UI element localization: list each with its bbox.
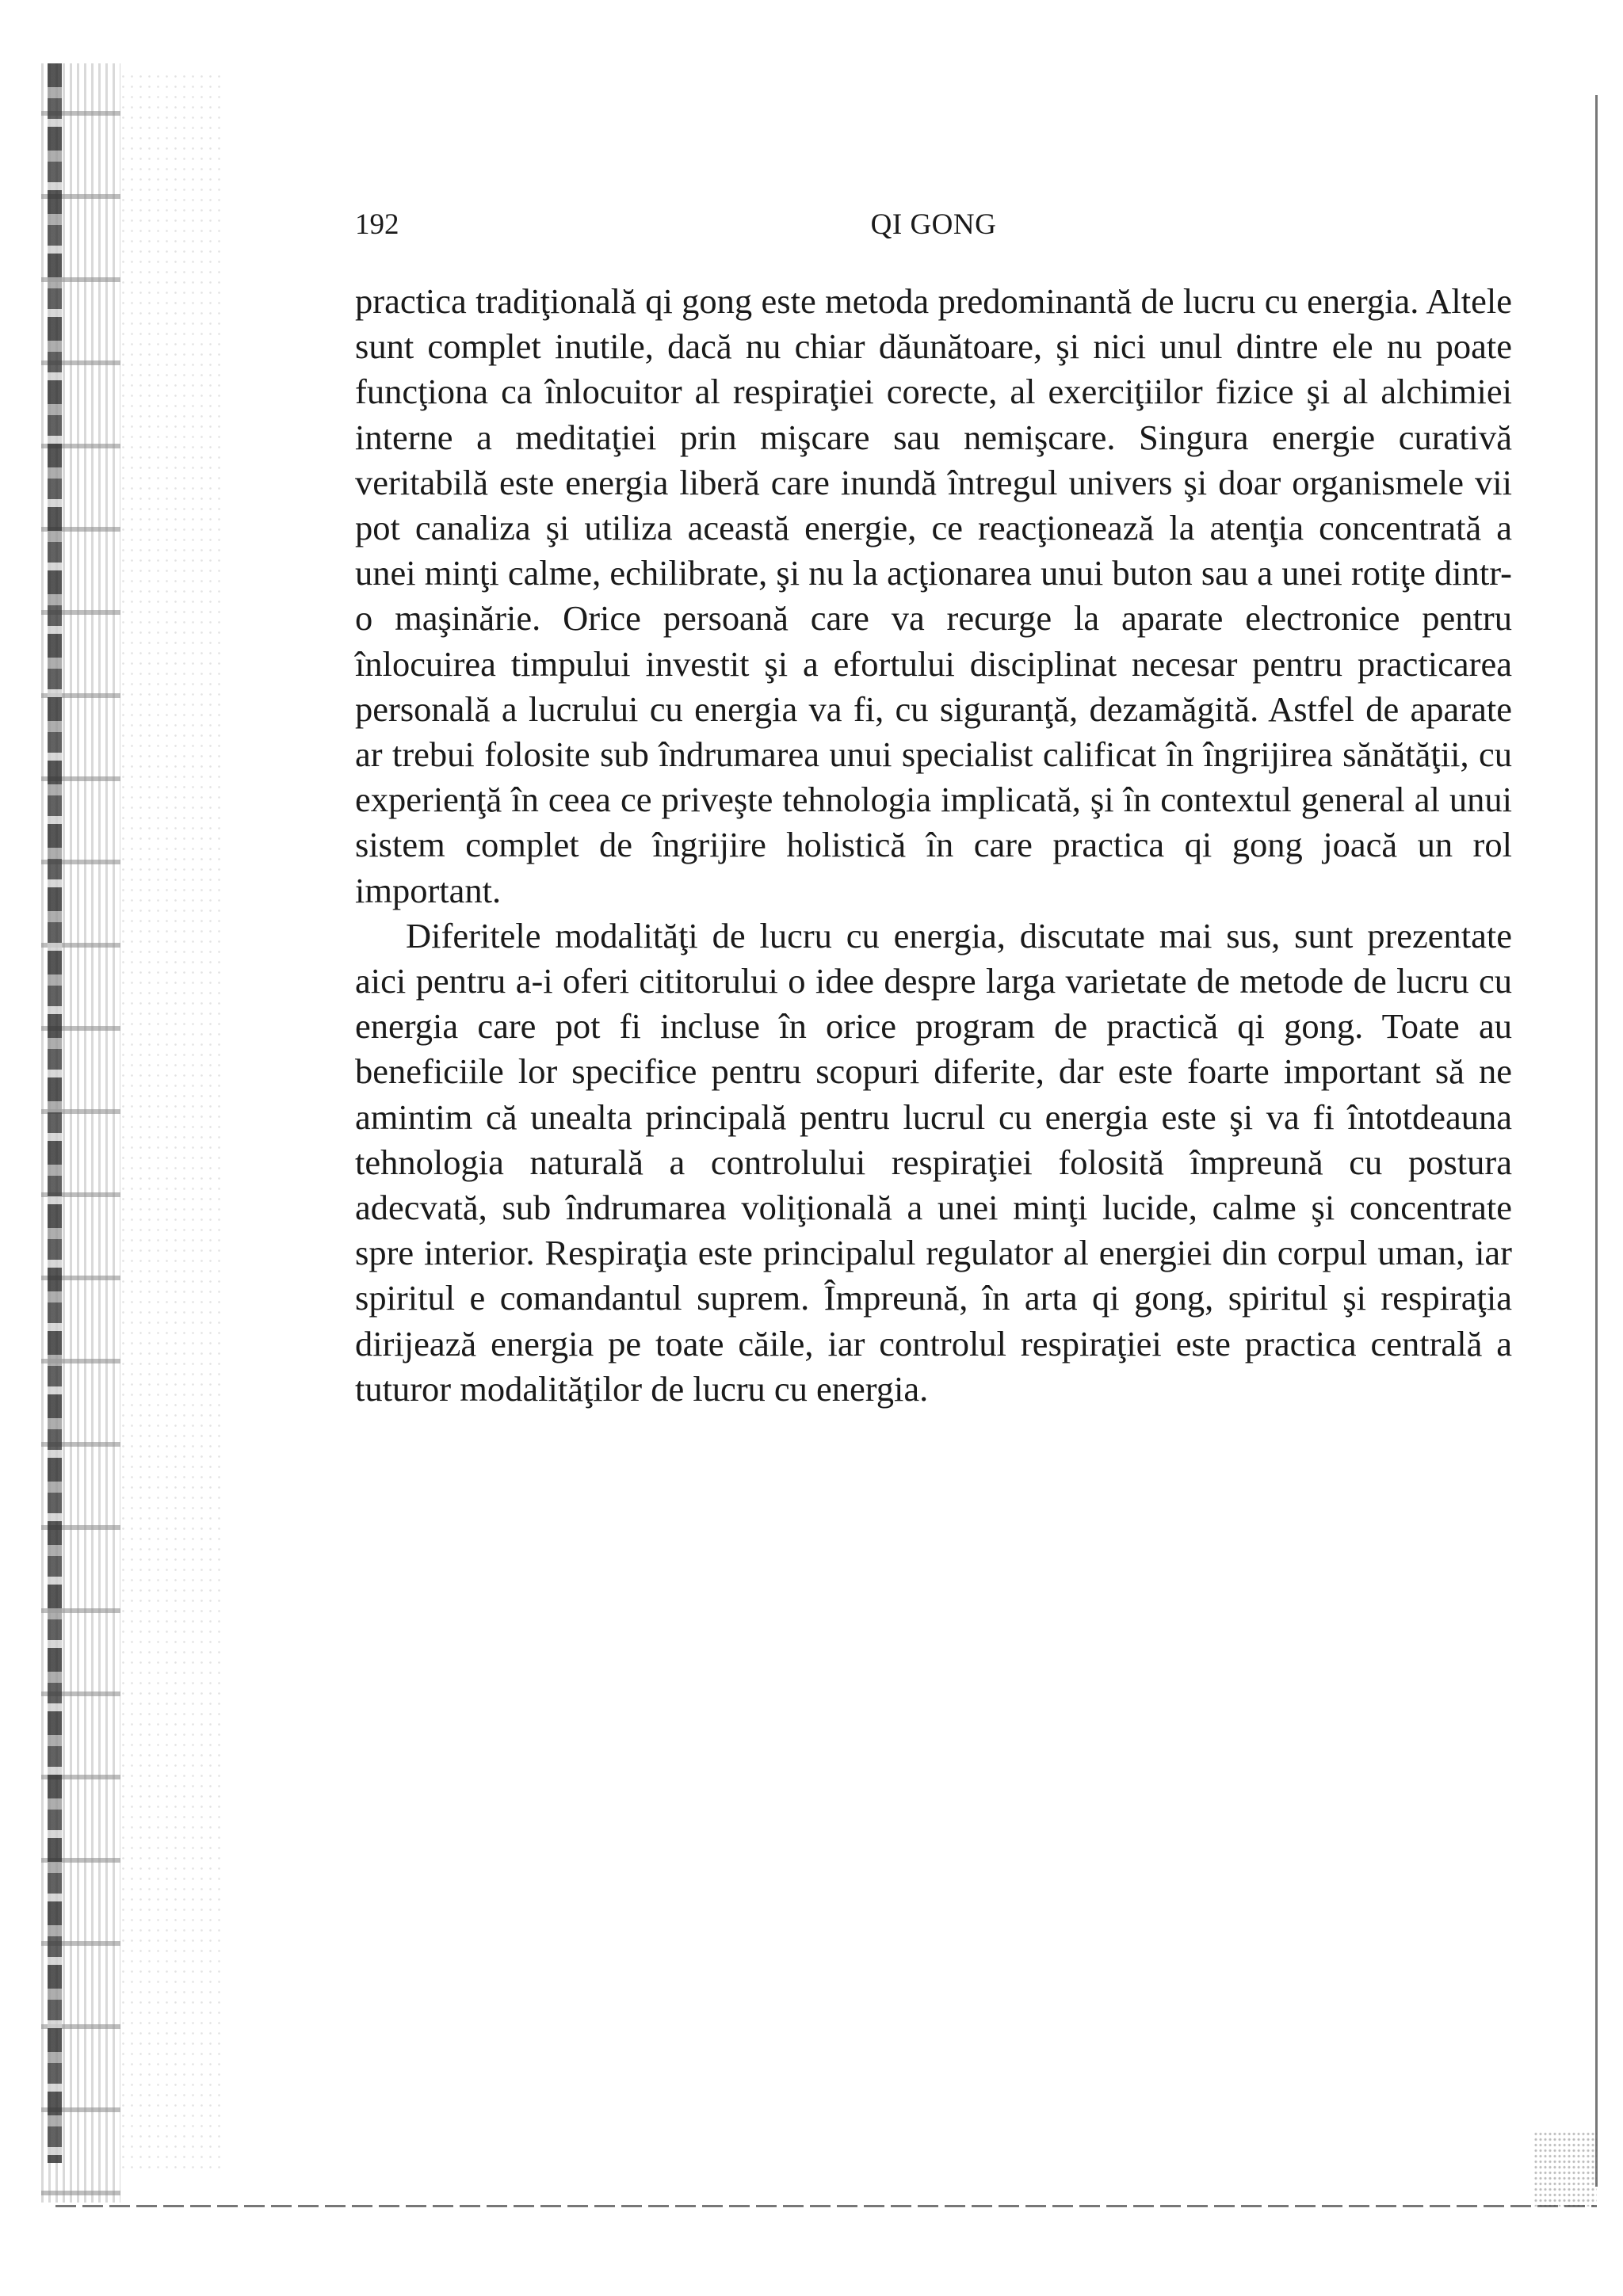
- corner-smudge: [1533, 2131, 1597, 2206]
- page-header: [355, 208, 1512, 247]
- running-title: QI GONG: [870, 208, 997, 241]
- paragraph-2: Diferitele modalităţi de lucru cu energia, discutate mai sus, sunt prezentate aici pentru a-i oferi cititorului o idee despre larga varietate de metode de lucru cu energia care pot fi incluse în orice program de practică qi gong. Toate au beneficiile lor specifice pentru scopuri diferite, dar este foarte important să ne amintim că unealta principală pentru lucrul cu energia este şi va fi întotdeauna tehnologia naturală a controlului respiraţiei folosită împreună cu postura adecvată, sub îndrumarea voliţională a unei minţi lucide, calme şi concentrate spre interior. Respiraţia este principalul regulator al energiei din corpul uman, iar spiritul e comandantul suprem. Împreună, în arta qi gong, spiritul şi respiraţia dirijează energia pe toate căile, iar controlul respiraţiei este practica centrală a tuturor modalităţilor de lucru cu energia.: [355, 915, 1512, 1409]
- scan-noise: [119, 71, 222, 2171]
- body-text: [355, 279, 1512, 1412]
- binding-holes: [48, 63, 62, 2163]
- paragraph-1: practica tradiţională qi gong este metoda predominantă de lucru cu energia. Altele sunt complet inutile, dacă nu chiar dăunătoare, şi nici unul dintre ele nu poate funcţiona ca înlocuitor al respiraţiei corecte, al exerciţiilor fizice şi al alchimiei interne a meditaţiei prin mişcare sau nemişcare. Singura energie curativă veritabilă este energia liberă care inundă întregul univers şi doar organismele vii pot canaliza şi utiliza această energie, ce reacţionează la atenţia concentrată a unei minţi calme, echilibrate, şi nu la acţionarea unui buton sau a unei rotiţe dintr-o maşinărie. Orice persoană care va recurge la aparate electronice pentru înlocuirea timpului investit şi a efortului disciplinat necesar pentru practicarea personală a lucrului cu energia va fi, cu siguranţă, dezamăgită. Astfel de aparate ar trebui folosite sub îndrumarea unui specialist calificat în îngrijirea sănătăţii, cu experienţă în ceea ce priveşte tehnologia implicată, şi în contextul general al unui sistem complet de îngrijire holistică în care practica qi gong joacă un rol important.: [355, 281, 1512, 910]
- page-number: 192: [355, 208, 399, 241]
- page-right-edge: [1595, 95, 1598, 2187]
- page-bottom-edge: [55, 2205, 1597, 2207]
